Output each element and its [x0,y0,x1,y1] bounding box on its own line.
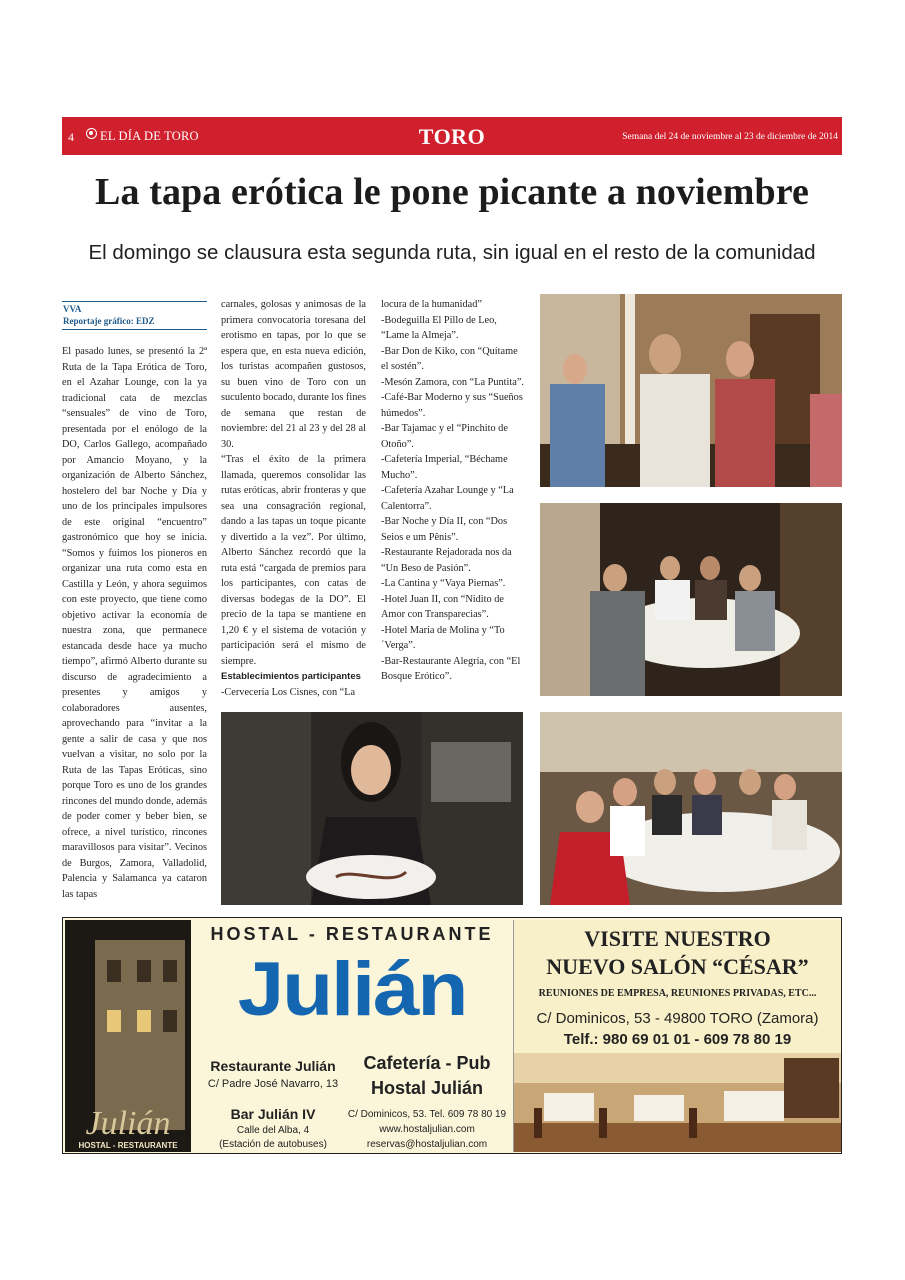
issue-date: Semana del 24 de noviembre al 23 de diciembre de 2014 [622,132,838,142]
subheadline: El domingo se clausura esta segunda ruta, sin igual en el resto de la comunidad [88,241,816,264]
ad-promo-line-2: NUEVO SALÓN “CÉSAR” [546,954,809,979]
byline [62,301,207,330]
ad-main-panel [193,918,511,1154]
column-2-paragraph: -Cervecería Los Cisnes, con “La [221,686,356,698]
establishment-item: -Hotel María de Molina y “To´Verga”. [381,624,505,651]
establishments-heading: Establecimientos participantes [221,671,361,682]
ad-email[interactable]: reservas@hostaljulian.com [366,1139,488,1150]
ad-promo-address: C/ Dominicos, 53 - 49800 TORO (Zamora) [536,1010,819,1027]
ad-brand-logo-text: Julián [85,1105,171,1142]
establishment-item: locura de la humanidad” [381,299,482,310]
article-column-1 [62,344,207,902]
establishment-item: -Bar Don de Kiko, con “Quítame el sostén”. [381,345,518,372]
ad-bar-name: Bar Julián IV [230,1106,316,1122]
advertisement [62,917,842,1154]
ad-hostal-name: Hostal Julián [370,1078,484,1098]
byline-photo-credit: Reportaje gráfico: EDZ [63,315,155,326]
article-column-2 [221,297,366,700]
ad-promo-panel [513,920,841,1152]
ad-restaurant-address: C/ Padre José Navarro, 13 [207,1078,339,1090]
photo-group-at-table [540,503,842,696]
ad-website[interactable]: www.hostaljulian.com [379,1124,475,1135]
article-column-3 [381,297,526,685]
headline: La tapa erótica le pone picante a noviembre [95,171,809,213]
column-2-paragraph: “Tras el éxito de la primera llamada, queremos consolidar las rutas eróticas, abrir fronteras y que sea una consagración regional, dando a las tapas un toque picante y divertido a la vez”. Por último, Alberto Sánchez recordó que la ruta está “cargada de premios para los participantes, con catas de diversas bodegas de la DO”. El precio de la tapa se mantiene en 1,20 € y el sistema de votación y participación será el mismo de siempre. [221,454,366,667]
ad-title: HOSTAL - RESTAURANTE [210,924,494,944]
establishment-item: -La Cantina y “Vaya Piernas”. [381,578,506,589]
ad-promo-phone: Telf.: 980 69 01 01 - 609 78 80 19 [563,1031,792,1048]
establishment-item: -Café-Bar Moderno y sus “Sueños húmedos”. [381,392,523,419]
ad-bar-address: Calle del Alba, 4 [236,1125,310,1136]
ad-brand-name: Julián [237,947,467,1032]
ad-salon-photo [514,1053,842,1152]
establishment-item: -Bar-Restaurante Alegría, con “El Bosque Erótico”. [381,655,521,682]
column-1-text: El pasado lunes, se presentó la 2ª Ruta de la Tapa Erótica de Toro, en el Azahar Lounge, con la ya tradicional cata de mezclas “sensuales” de vino de Toro, presentada por el enólogo de la DO, Carlos Gallego, acompañado por Amancio Moyano, y la organización de Alberto Sánchez, hostelero del bar Noche y Día y uno de los principales impulsores de este original “encuentro” gastronómico que hoy se inicia. “Somos y fuimos los pioneros en organizar una ruta como esta en Castilla y León, y ahora seguimos con este proyecto, que tiene como objetivo activar la economía de nuestra zona, que permanece estancada desde hace ya mucho tiempo”, afirmó Alberto durante su discurso de agradecimiento a presentes y amigos y colaboradores ausentes, aprovechando para “invitar a la gente a salir de casa y que nos vuelvan a visitar, no solo por la Ruta de las Tapas Eróticas, sino porque Toro es uno de los grandes rincones del mundo donde, además de poder comer y beber bien, se ofrece, a nivel turístico, rincones maravillosos para visitar”. Vecinos de Burgos, Zamora, Valladolid, Palencia y Salamanca ya cataron las tapas [62,346,207,900]
page-number: 4 [68,130,74,144]
header-bar [62,117,842,155]
ad-cafe-name: Cafetería - Pub [363,1053,491,1073]
column-2-paragraph: carnales, golosas y animosas de la primera convocatoria toresana del erotismo en tapas, por lo que se espera que, en esta nueva edición, los turistas acompañen gustosos, su buen vino de Toro con un suculento bocado, durante los fines de semana que restan de noviembre: del 21 al 23 y del 28 al 30. [221,299,366,450]
establishment-item: -Bar Tajamac y el “Pinchito de Otoño”. [381,423,508,450]
establishment-item: -Restaurante Rejadorada nos da “Un Beso de Pasión”. [381,547,512,574]
establishment-item: -Bodeguilla El Pillo de Leo, “Lame la Almeja”. [381,314,497,341]
ad-building-photo [65,920,191,1152]
establishment-item: -Mesón Zamora, con “La Puntita”. [381,376,524,388]
newspaper-name: EL DÍA DE TORO [100,129,199,143]
photo-woman-with-tapa [221,712,523,905]
establishment-item: -Hotel Juan II, con “Nidito de Amor con Transparecias”. [381,593,504,620]
photo-women-at-dinner [540,712,842,905]
ad-brand-logo-subtitle: HOSTAL - RESTAURANTE [78,1141,178,1150]
ad-bar-note: (Estación de autobuses) [219,1139,327,1150]
establishment-item: -Cafetería Imperial, “Béchame Mucho”. [381,454,508,481]
section-title: TORO [418,124,486,149]
ad-hostal-address: C/ Dominicos, 53. Tel. 609 78 80 19 [347,1109,507,1120]
establishment-item: -Bar Noche y Día II, con “Dos Seios e um Pênis”. [381,516,508,543]
ad-promo-line-1: VISITE NUESTRO [584,926,771,951]
ad-restaurant-name: Restaurante Julián [210,1058,336,1074]
photo-men-toasting [540,294,842,487]
byline-author: VVA [63,304,82,314]
ad-brand-logo [65,1107,191,1150]
ad-promo-tagline: REUNIONES DE EMPRESA, REUNIONES PRIVADAS, ETC... [538,988,817,999]
establishment-item: -Cafetería Azahar Lounge y “La Calentorra”. [381,485,514,512]
